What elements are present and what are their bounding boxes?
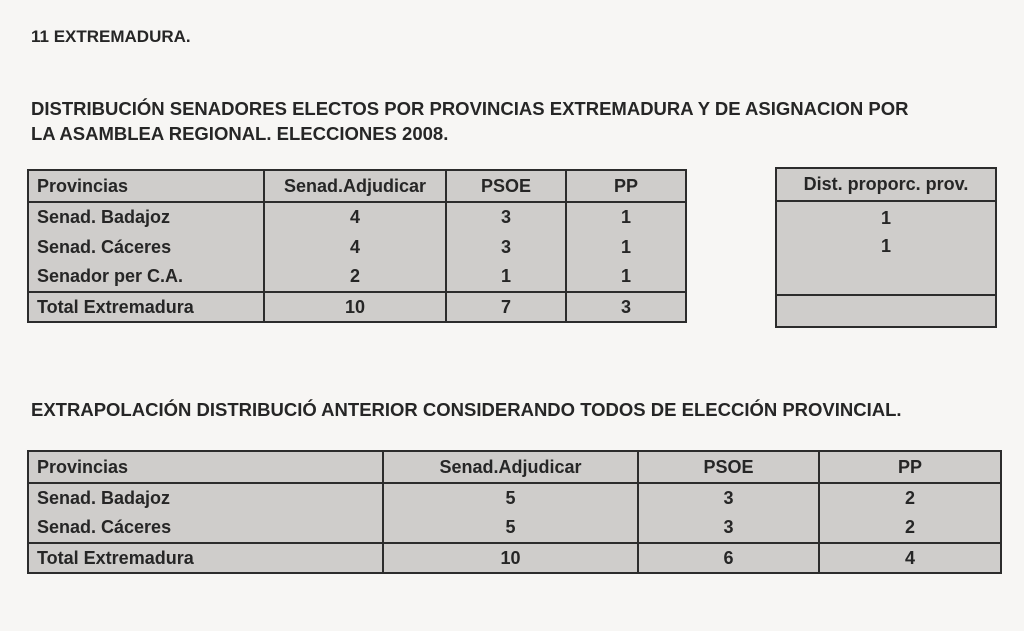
cell-total-pp: 4	[819, 543, 1001, 573]
cell-pp: 2	[819, 513, 1001, 543]
cell-province: Senador per C.A.	[37, 266, 184, 286]
section-number: 11 EXTREMADURA.	[31, 27, 191, 46]
header-pp: PP	[566, 170, 686, 202]
cell-province: Senad. Badajoz	[37, 488, 171, 508]
cell-seats: 4	[264, 232, 446, 262]
cell-empty	[776, 295, 996, 327]
cell-psoe: 1	[446, 262, 566, 292]
cell-pp: 2	[819, 483, 1001, 513]
cell-total-seats: 10	[264, 292, 446, 322]
cell-psoe: 3	[446, 232, 566, 262]
cell-seats: 4	[264, 202, 446, 232]
cell-province: Senad. Badajoz	[37, 207, 171, 227]
header-senad-adjudicar: Senad.Adjudicar	[383, 451, 638, 483]
header-pp: PP	[819, 451, 1001, 483]
cell-seats: 2	[264, 262, 446, 292]
proportional-distribution-table	[775, 167, 997, 328]
cell-seats: 5	[383, 483, 638, 513]
header-provincias: Provincias	[28, 170, 264, 202]
table-header-row	[28, 451, 1001, 483]
cell-psoe: 3	[638, 483, 819, 513]
table-header-row	[776, 168, 996, 201]
table-header-row	[28, 170, 686, 202]
cell-psoe: 3	[446, 202, 566, 232]
cell-province: Senad. Cáceres	[37, 517, 172, 537]
table-row	[28, 262, 686, 292]
cell-psoe: 3	[638, 513, 819, 543]
cell-values	[776, 201, 996, 295]
table-row	[28, 483, 1001, 513]
cell-value: 1	[880, 208, 891, 228]
table-row	[28, 513, 1001, 543]
table-total-row	[28, 543, 1001, 573]
heading-line-2: LA ASAMBLEA REGIONAL. ELECCIONES 2008.	[31, 123, 449, 144]
header-provincias: Provincias	[28, 451, 383, 483]
cell-seats: 5	[383, 513, 638, 543]
cell-pp: 1	[566, 262, 686, 292]
header-dist-proporc-prov: Dist. proporc. prov.	[776, 168, 996, 201]
table-total-row	[28, 292, 686, 322]
header-senad-adjudicar: Senad.Adjudicar	[264, 170, 446, 202]
heading-extrapolation: EXTRAPOLACIÓN DISTRIBUCIÓ ANTERIOR CONSIDERANDO TODOS DE ELECCIÓN PROVINCIAL.	[31, 399, 902, 420]
table-row	[28, 202, 686, 232]
cell-total-label: Total Extremadura	[28, 292, 264, 322]
cell-province: Senad. Cáceres	[37, 236, 172, 257]
table-row	[776, 201, 996, 295]
cell-value: 1	[880, 236, 891, 256]
cell-total-label: Total Extremadura	[28, 543, 383, 573]
cell-pp: 1	[566, 232, 686, 262]
header-psoe: PSOE	[638, 451, 819, 483]
cell-total-psoe: 6	[638, 543, 819, 573]
cell-total-seats: 10	[383, 543, 638, 573]
cell-total-pp: 3	[566, 292, 686, 322]
table-total-row	[776, 295, 996, 327]
heading-line-1: DISTRIBUCIÓN SENADORES ELECTOS POR PROVINCIAS EXTREMADURA Y DE ASIGNACION POR	[31, 98, 909, 119]
heading-senators-distribution	[31, 96, 1024, 146]
extrapolation-table	[27, 450, 1002, 574]
cell-pp: 1	[566, 202, 686, 232]
cell-total-psoe: 7	[446, 292, 566, 322]
table-row	[28, 232, 686, 262]
senators-distribution-table	[27, 169, 687, 323]
header-psoe: PSOE	[446, 170, 566, 202]
